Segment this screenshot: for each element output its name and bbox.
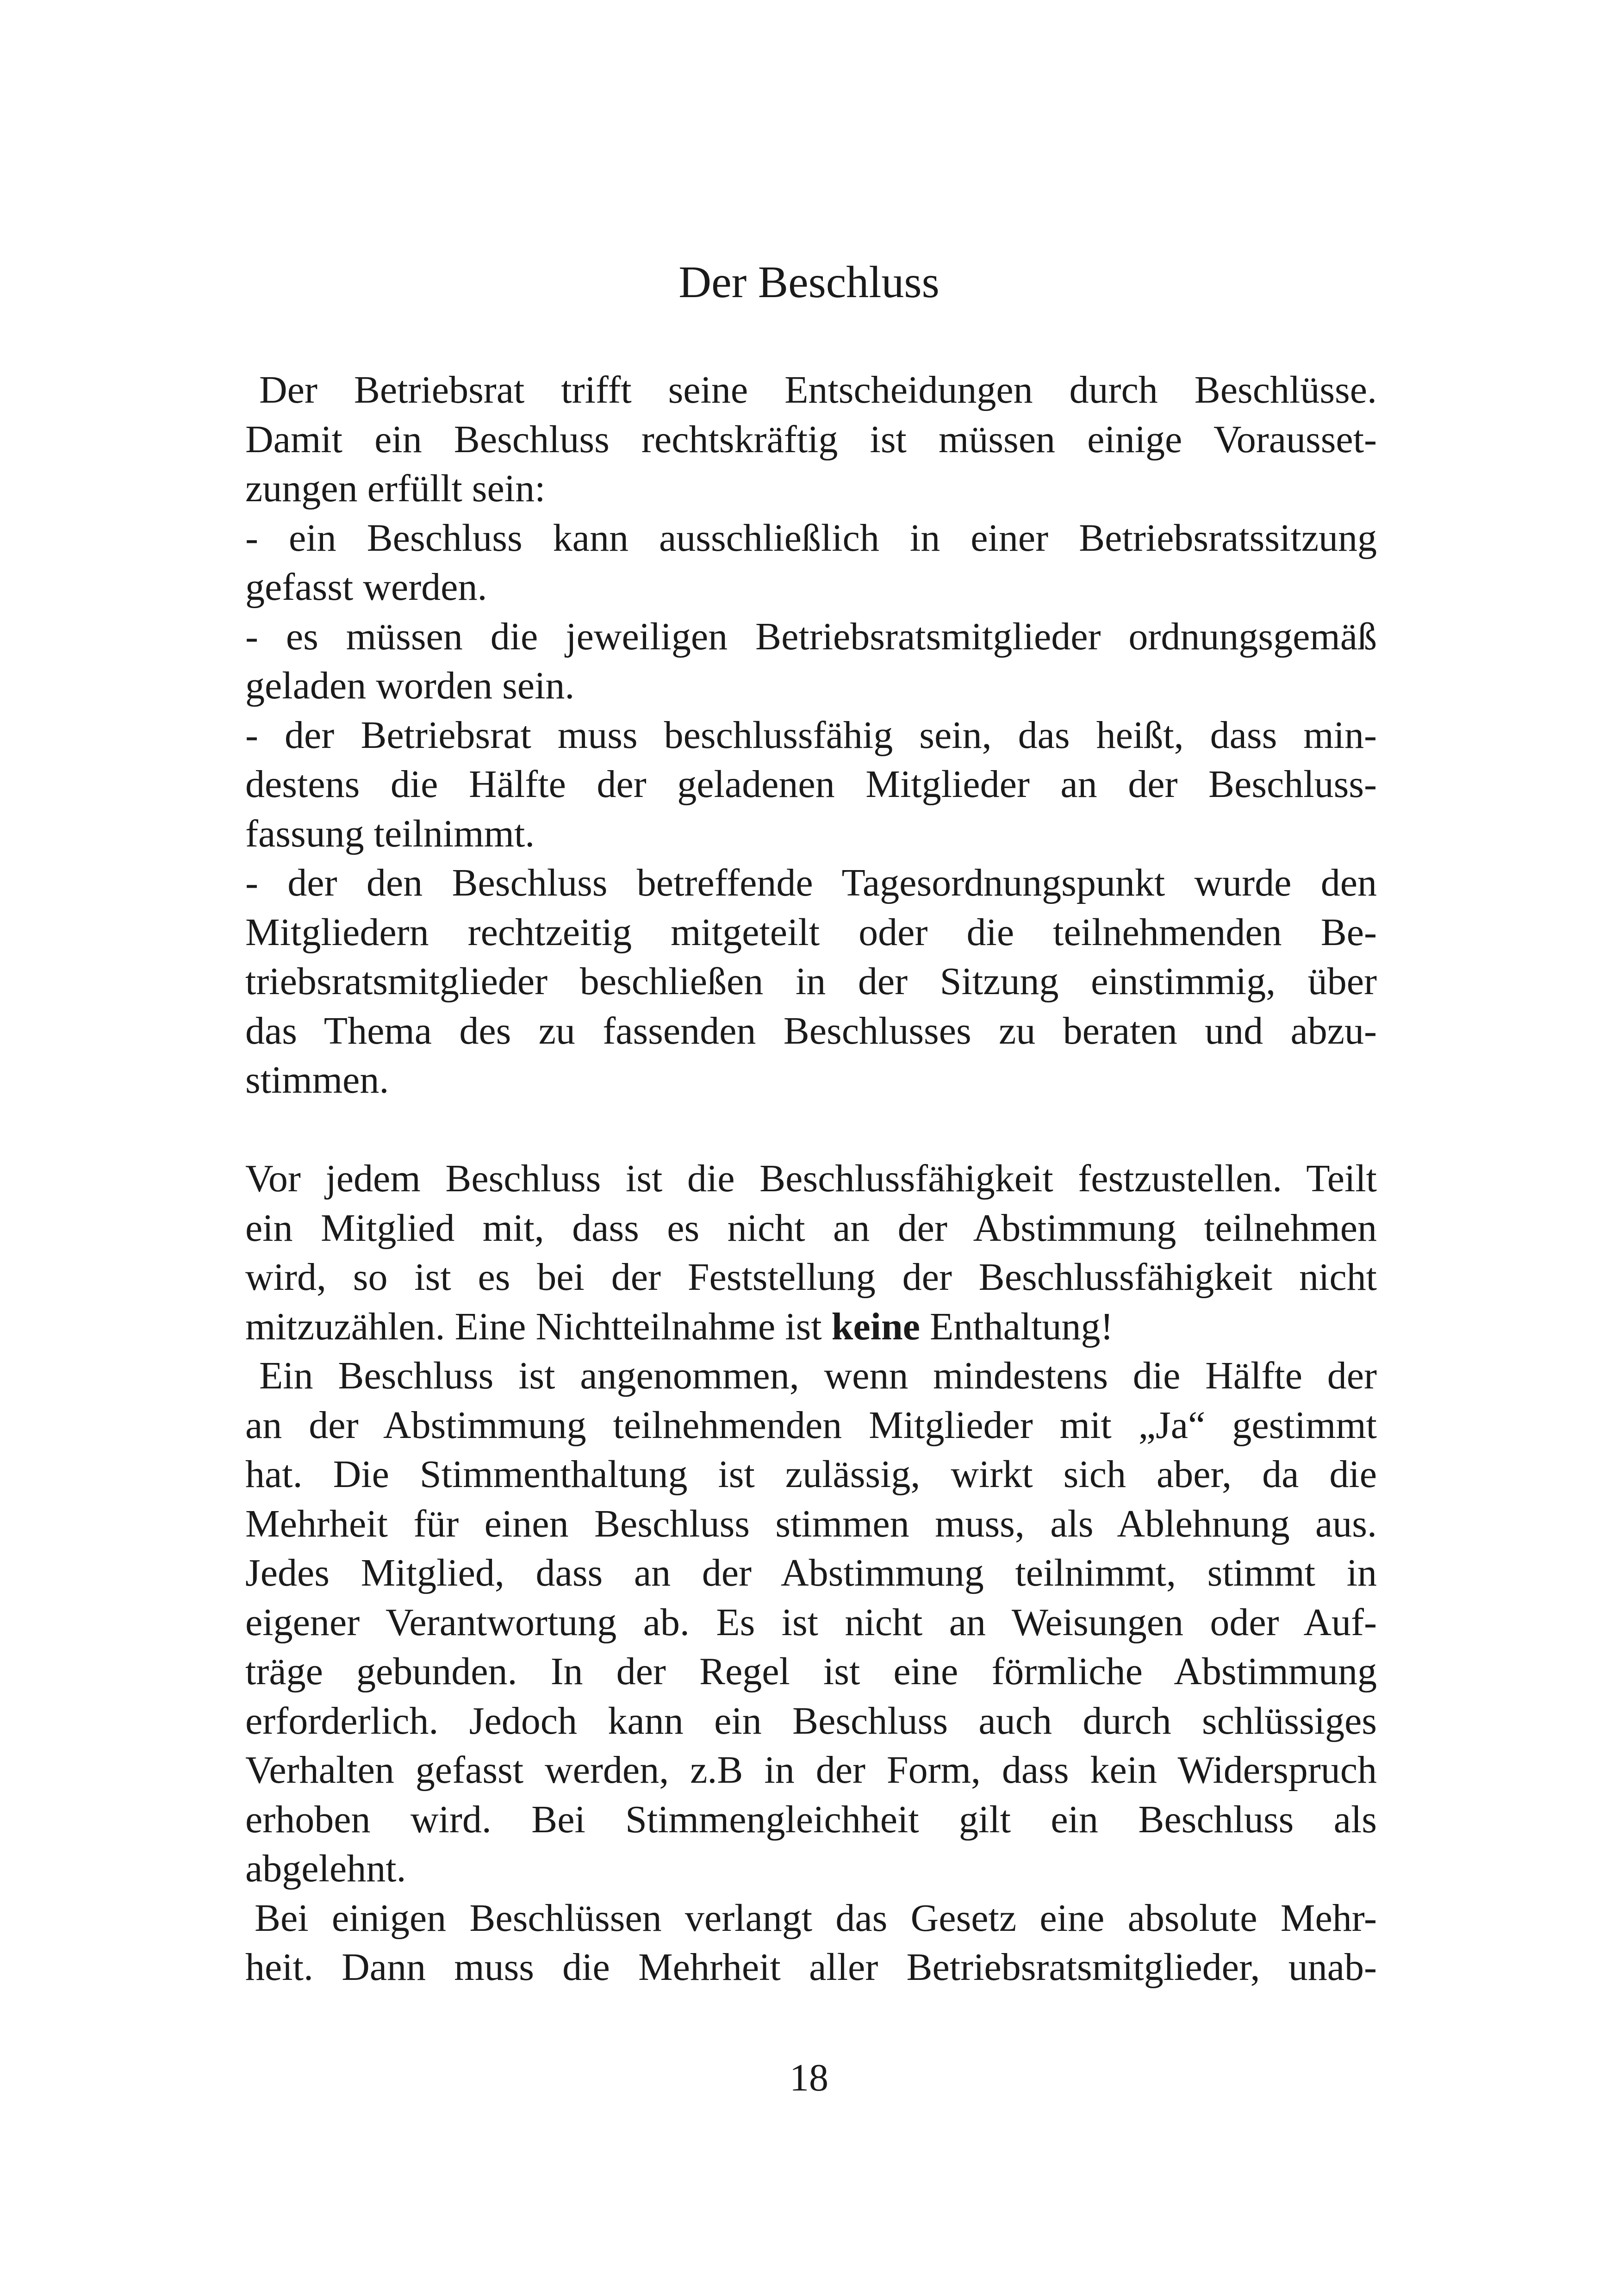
text-segment: Enthaltung! (920, 1305, 1114, 1348)
text-line: Bei einigen Beschlüssen verlangt das Gesetz eine absolute Mehr- (255, 1896, 1377, 1940)
text-line: eigener Verantwortung ab. Es ist nicht an Weisungen oder Auf- (245, 1600, 1377, 1644)
text-line: Der Betriebsrat trifft seine Entscheidungen durch Beschlüsse. (259, 368, 1377, 411)
blank-line (245, 1105, 1377, 1155)
text-line: triebsratsmitglieder beschließen in der Sitzung einstimmig, über (245, 960, 1377, 1003)
text-line: träge gebunden. In der Regel ist eine förmliche Abstimmung (245, 1650, 1377, 1693)
text-line: erhoben wird. Bei Stimmengleichheit gilt ein Beschluss als (245, 1798, 1377, 1841)
text-line: abgelehnt. (245, 1847, 406, 1890)
text-line: ein Mitglied mit, dass es nicht an der Abstimmung teilnehmen (245, 1206, 1377, 1250)
text-line: stimmen. (245, 1058, 389, 1101)
text-line: wird, so ist es bei der Feststellung der Beschlussfähigkeit nicht (245, 1256, 1377, 1299)
page-number: 18 (790, 2056, 828, 2099)
text-line: erforderlich. Jedoch kann ein Beschluss auch durch schlüssiges (245, 1699, 1377, 1742)
text-line: an der Abstimmung teilnehmenden Mitglieder mit „Ja“ gestimmt (245, 1403, 1377, 1447)
text-line: Jedes Mitglied, dass an der Abstimmung teilnimmt, stimmt in (245, 1551, 1377, 1594)
text-line: - ein Beschluss kann ausschließlich in einer Betriebsratssitzung (245, 516, 1377, 560)
text-line: Verhalten gefasst werden, z.B in der Form, dass kein Widerspruch (245, 1748, 1377, 1792)
text-line: Mehrheit für einen Beschluss stimmen muss, als Ablehnung aus. (245, 1502, 1377, 1545)
text-line (245, 1302, 1377, 1352)
body-text (245, 366, 1377, 1992)
text-line: gefasst werden. (245, 566, 487, 609)
text-line: destens die Hälfte der geladenen Mitglieder an der Beschluss- (245, 763, 1377, 806)
text-line: Vor jedem Beschluss ist die Beschlussfähigkeit festzustellen. Teilt (245, 1157, 1377, 1200)
text-line: fassung teilnimmt. (245, 812, 535, 855)
emphasis-text: keine (831, 1305, 920, 1348)
text-line: Mitgliedern rechtzeitig mitgeteilt oder die teilnehmenden Be- (245, 910, 1377, 954)
text-line: - der den Beschluss betreffende Tagesordnungspunkt wurde den (245, 861, 1377, 904)
text-segment: mitzuzählen. Eine Nichtteilnahme ist (245, 1305, 832, 1348)
text-line: heit. Dann muss die Mehrheit aller Betriebsratsmitglieder, unab- (245, 1946, 1377, 1989)
text-line: Damit ein Beschluss rechtskräftig ist müssen einige Vorausset- (245, 417, 1377, 461)
text-line: Ein Beschluss ist angenommen, wenn mindestens die Hälfte der (259, 1354, 1377, 1397)
text-line: - der Betriebsrat muss beschlussfähig sein, das heißt, dass min- (245, 713, 1377, 757)
page-title: Der Beschluss (678, 257, 940, 307)
text-line: hat. Die Stimmenthaltung ist zulässig, wirkt sich aber, da die (245, 1453, 1377, 1496)
text-line: das Thema des zu fassenden Beschlusses zu beraten und abzu- (245, 1009, 1377, 1052)
text-line: zungen erfüllt sein: (245, 467, 546, 510)
text-line: - es müssen die jeweiligen Betriebsratsmitglieder ordnungsgemäß (245, 615, 1377, 658)
text-line: geladen worden sein. (245, 664, 575, 707)
